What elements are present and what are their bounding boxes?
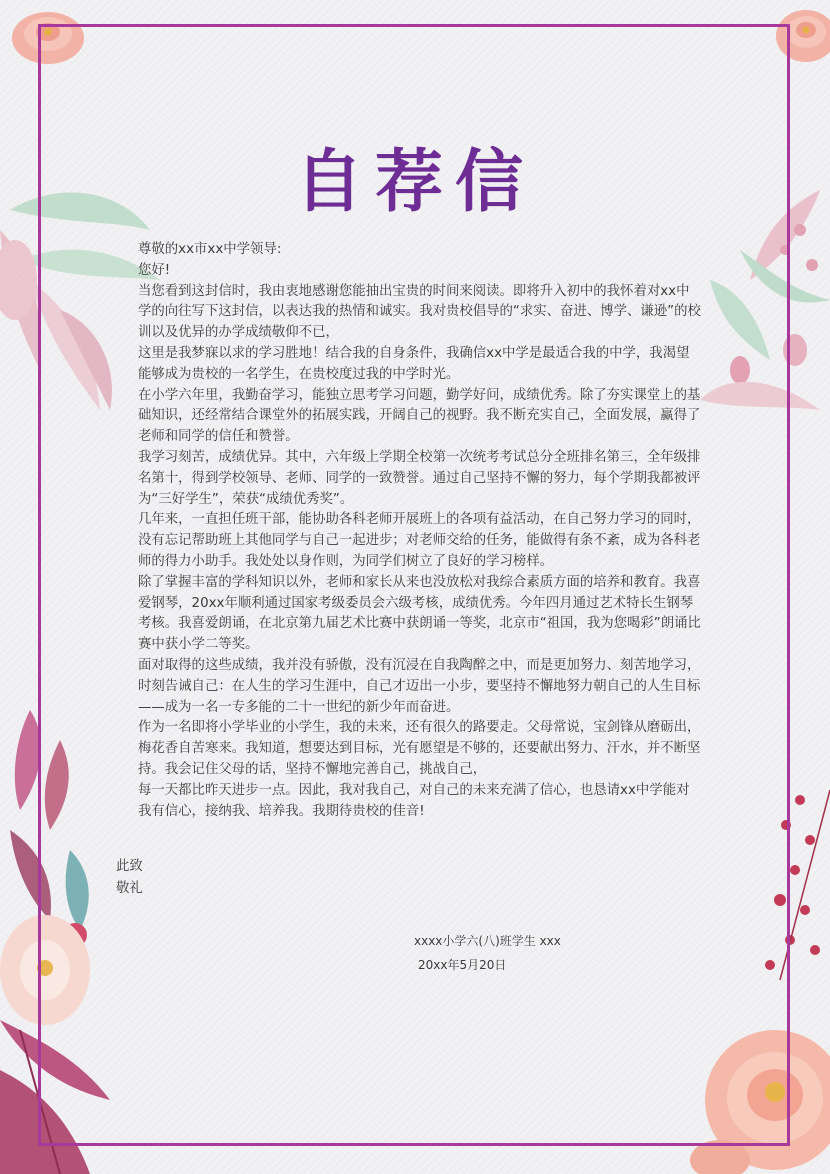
letter-body: [110, 240, 702, 822]
paragraph: 每一天都比昨天进步一点。因此，我对我自己，对自己的未来充满了信心，也恳请xx中学能对我有信心，接纳我、培养我。我期待贵校的佳音!: [138, 782, 690, 819]
greeting: 您好!: [138, 262, 171, 278]
paragraph: 几年来，一直担任班干部，能协助各科老师开展班上的各项有益活动，在自己努力学习的同时，没有忘记帮助班上其他同学与自己一起进步；对老师交给的任务，能做得有条不紊，成为各科老师的得力小助手。我处处以身作则，为同学们树立了良好的学习榜样。: [138, 512, 701, 569]
paragraph: 我学习刻苦，成绩优异。其中，六年级上学期全校第一次统考考试总分全班排名第三，全年级排名第十，得到学校领导、老师、同学的一致赞誉。通过自己坚持不懈的努力，每个学期我都被评为“三好学生”，荣获“成绩优秀奖”。: [138, 449, 701, 507]
paragraph: 当您看到这封信时，我由衷地感谢您能抽出宝贵的时间来阅读。即将升入初中的我怀着对xx中学的向往写下这封信，以表达我的热情和诚实。我对贵校倡导的“求实、奋进、博学、谦逊”的校训以及优异的办学成绩敬仰不已，: [138, 283, 701, 341]
closing-line-1: 此致: [116, 859, 143, 874]
paragraph: 除了掌握丰富的学科知识以外，老师和家长从来也没放松对我综合素质方面的培养和教育。我喜爱钢琴，20xx年顺利通过国家考级委员会六级考核，成绩优秀。今年四月通过艺术特长生钢琴考核。我喜爱朗诵，在北京第九届艺术比赛中获朗诵一等奖，北京市“祖国，我为您喝彩”朗诵比赛中获小学二等奖。: [138, 574, 701, 653]
salutation: 尊敬的xx市xx中学领导:: [138, 242, 282, 257]
paragraph: 这里是我梦寐以求的学习胜地！结合我的自身条件，我确信xx中学是最适合我的中学，我渴望能够成为贵校的一名学生，在贵校度过我的中学时光。: [138, 345, 690, 382]
signature-block: [414, 929, 561, 977]
paragraph: 在小学六年里，我勤奋学习，能独立思考学习问题，勤学好问，成绩优秀。除了夯实课堂上的基础知识，还经常结合课堂外的拓展实践，开阔自己的视野。我不断充实自己，全面发展，赢得了老师和同学的信任和赞誉。: [138, 387, 701, 445]
paragraph: 作为一名即将小学毕业的小学生，我的未来，还有很久的路要走。父母常说，宝剑锋从磨砺出，梅花香自苦寒来。我知道，想要达到目标，光有愿望是不够的，还要献出努力、汗水，并不断坚持。我会记住父母的话，坚持不懈地完善自己，挑战自己，: [138, 720, 701, 777]
closing-line-2: 敬礼: [116, 881, 143, 896]
closing-block: [116, 856, 143, 900]
signature: xxxx小学六(八)班学生 xxx: [414, 934, 561, 948]
date: 20xx年5月20日: [418, 958, 507, 972]
page-title: 自荐信: [294, 143, 535, 222]
paragraph: 面对取得的这些成绩，我并没有骄傲，没有沉浸在自我陶醉之中，而是更加努力、刻苦地学习，时刻告诫自己：在人生的学习生涯中，自己才迈出一小步，要坚持不懈地努力朝自己的人生目标——成为一名一专多能的二十一世纪的新少年而奋进。: [138, 657, 701, 715]
